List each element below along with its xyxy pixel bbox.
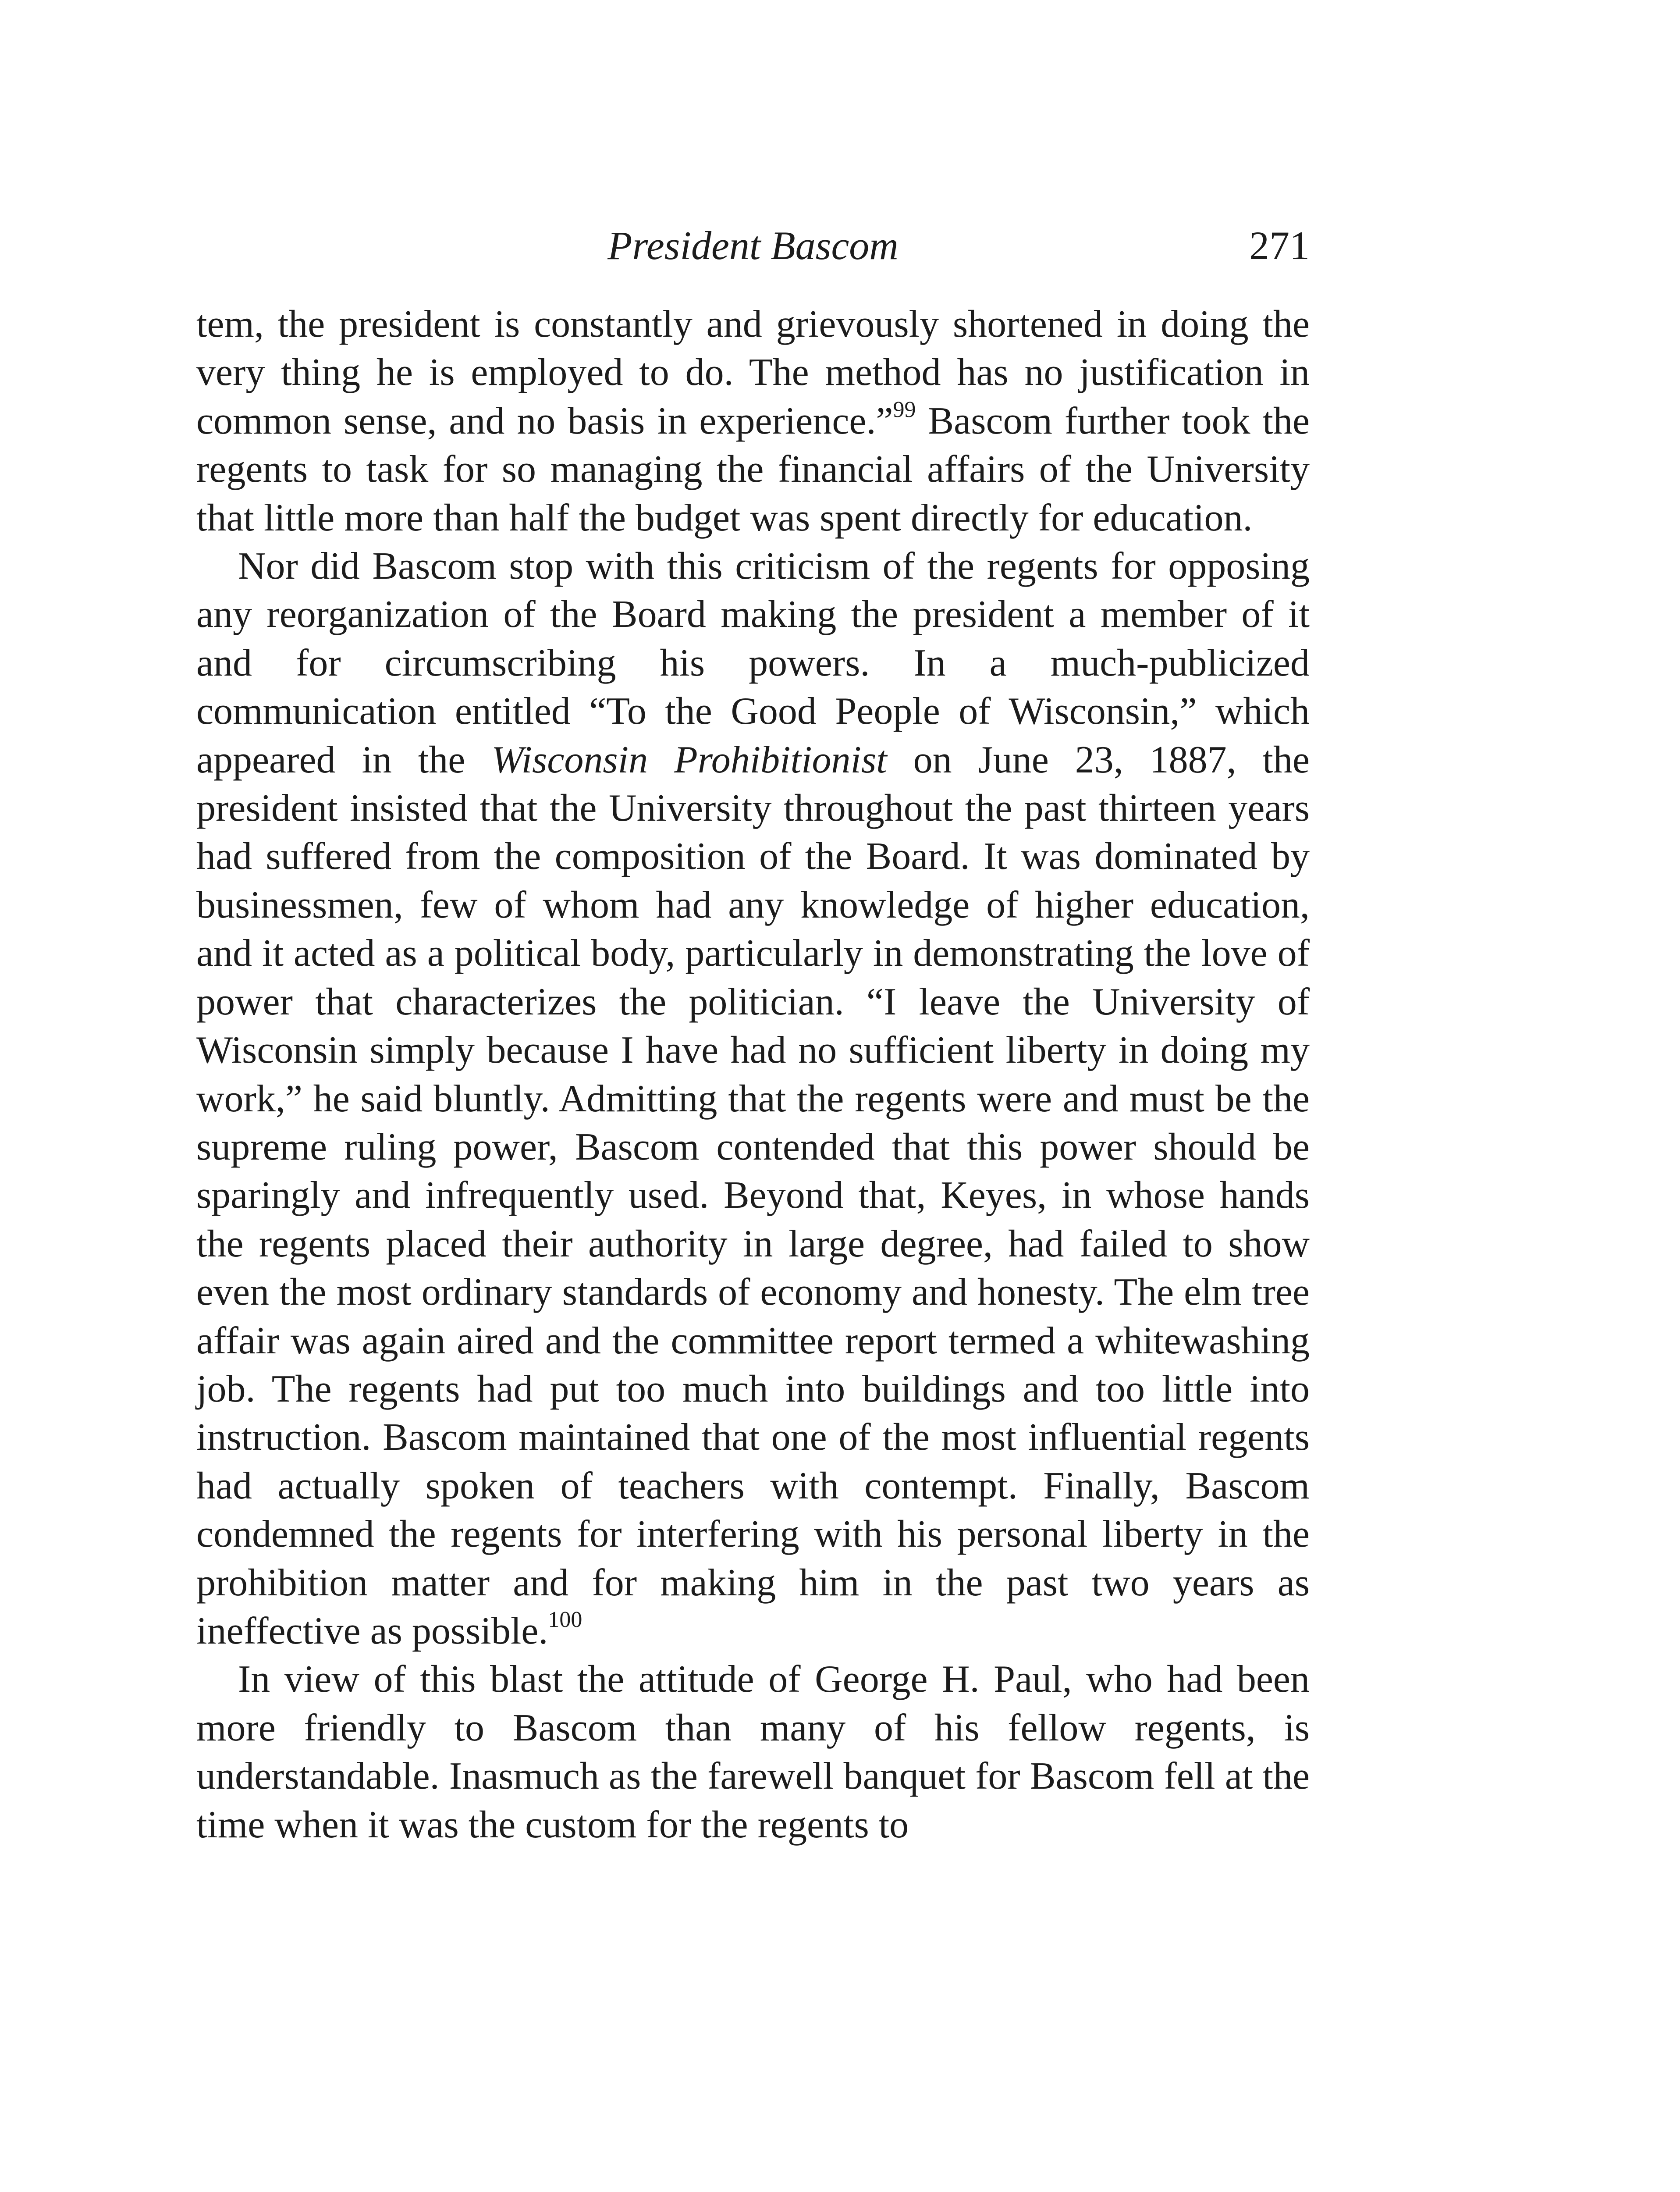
footnote-ref-99: 99: [893, 397, 916, 422]
running-header: [196, 219, 1310, 272]
text-run: Bascom further took the regents to task for so managing the financial affairs of the University that little more than half the budget was spent directly for education.: [196, 399, 1310, 539]
body-text: [196, 300, 1310, 1849]
text-run: Nor did Bascom stop with this criticism of the regents for opposing any reorganization of the Board making the president a member of it and for circumscribing his powers. In a much-publicized communication entitled “To the Good People of Wisconsin,” which appeared in the: [196, 545, 1310, 781]
paragraph-3: [196, 1655, 1310, 1849]
page-number: 271: [1249, 223, 1310, 268]
text-run: In view of this blast the attitude of George H. Paul, who had been more friendly to Bascom than many of his fellow regents, is understandable. Inasmuch as the farewell banquet for Bascom fell at the time when it was the custom for the regents to: [196, 1658, 1310, 1846]
paragraph-2: [196, 542, 1310, 1655]
running-title: President Bascom: [607, 223, 899, 268]
text-run: tem, the president is constantly and grievously shortened in doing the very thing he is employed to do. The method has no justification in common sense, and no basis in experience.”: [196, 303, 1310, 442]
footnote-ref-100: 100: [548, 1607, 582, 1632]
paragraph-1: [196, 300, 1310, 542]
text-run: on June 23, 1887, the president insisted that the University throughout the past thirteen years had suffered from the composition of the Board. It was dominated by businessmen, few of whom had any knowledge of higher education, and it acted as a political body, particularly in demonstrating the love of power that characterizes the politician. “I leave the University of Wisconsin simply because I have had no sufficient liberty in doing my work,” he said bluntly. Admitting that the regents were and must be the supreme ruling power, Bascom contended that this power should be sparingly and infrequently used. Beyond that, Keyes, in whose hands the regents placed their authority in large degree, had failed to show even the most ordinary standards of economy and honesty. The elm tree affair was again aired and the committee report termed a whitewashing job. The regents had put too much into buildings and too little into instruction. Bascom maintained that one of the most influential regents had actually spoken of teachers with contempt. Finally, Bascom condemned the regents for interfering with his personal liberty in the prohibition matter and for making him in the past two years as ineffective as possible.: [196, 738, 1310, 1652]
italic-title: Wisconsin Prohibitionist: [491, 738, 887, 781]
